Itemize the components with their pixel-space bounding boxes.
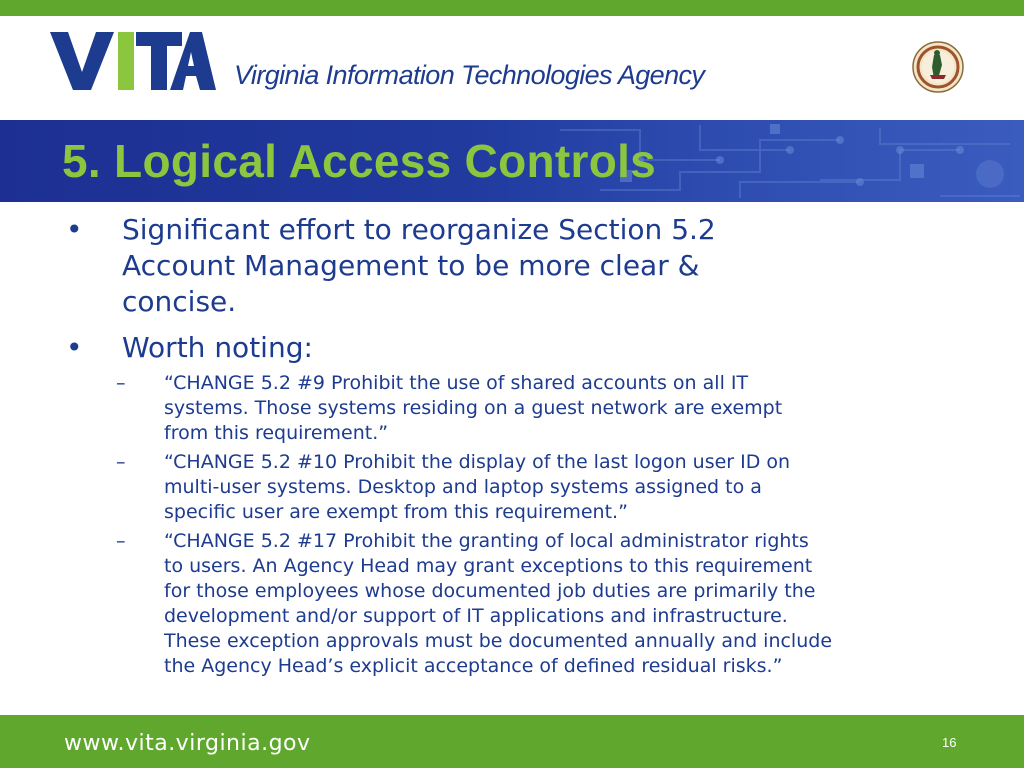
top-accent-bar bbox=[0, 0, 1024, 16]
sub-bullet-line: multi-user systems. Desktop and laptop systems assigned to a bbox=[164, 476, 762, 498]
sub-bullet-line: “CHANGE 5.2 #10 Prohibit the display of the last logon user ID on bbox=[164, 451, 791, 473]
vita-logo bbox=[50, 32, 216, 90]
sub-bullet-text bbox=[164, 450, 984, 525]
sub-bullet-mark: – bbox=[116, 372, 126, 394]
agency-name: Virginia Information Technologies Agency bbox=[234, 60, 705, 90]
sub-bullet-line: to users. An Agency Head may grant exceptions to this requirement bbox=[164, 555, 813, 577]
sub-bullet-line: “CHANGE 5.2 #17 Prohibit the granting of local administrator rights bbox=[164, 530, 809, 552]
sub-bullet-line: systems. Those systems residing on a guest network are exempt bbox=[164, 397, 783, 419]
virginia-state-seal-icon bbox=[912, 41, 964, 93]
slide-title: 5. Logical Access Controls bbox=[62, 135, 657, 187]
sub-bullet-line: specific user are exempt from this requirement.” bbox=[164, 501, 628, 523]
sub-bullet-line: the Agency Head’s explicit acceptance of defined residual risks.” bbox=[164, 655, 783, 677]
sub-bullet-line: These exception approvals must be documented annually and include bbox=[164, 630, 833, 652]
bullet-line: Account Management to be more clear & bbox=[122, 249, 700, 282]
sub-bullet-line: for those employees whose documented job duties are primarily the bbox=[164, 580, 816, 602]
bullet-text bbox=[122, 212, 882, 320]
page-number: 16 bbox=[942, 735, 957, 750]
header bbox=[0, 16, 1024, 120]
bullet-text bbox=[122, 330, 882, 366]
bullet-line: Worth noting: bbox=[122, 331, 313, 364]
sub-bullet-mark: – bbox=[116, 530, 126, 552]
sub-bullet-text bbox=[164, 371, 984, 446]
sub-bullet-mark: – bbox=[116, 451, 126, 473]
footer-bar bbox=[0, 715, 1024, 768]
sub-bullet-line: “CHANGE 5.2 #9 Prohibit the use of shared accounts on all IT bbox=[164, 372, 749, 394]
bullet-line: Significant effort to reorganize Section 5.2 bbox=[122, 213, 716, 246]
bullet-line: concise. bbox=[122, 285, 237, 318]
sub-bullet-line: development and/or support of IT applications and infrastructure. bbox=[164, 605, 788, 627]
bullet-mark: • bbox=[66, 213, 83, 246]
sub-bullet-line: from this requirement.” bbox=[164, 422, 389, 444]
sub-bullet-text bbox=[164, 529, 984, 679]
footer-url-link[interactable]: www.vita.virginia.gov bbox=[64, 731, 311, 756]
bullet-mark: • bbox=[66, 331, 83, 364]
